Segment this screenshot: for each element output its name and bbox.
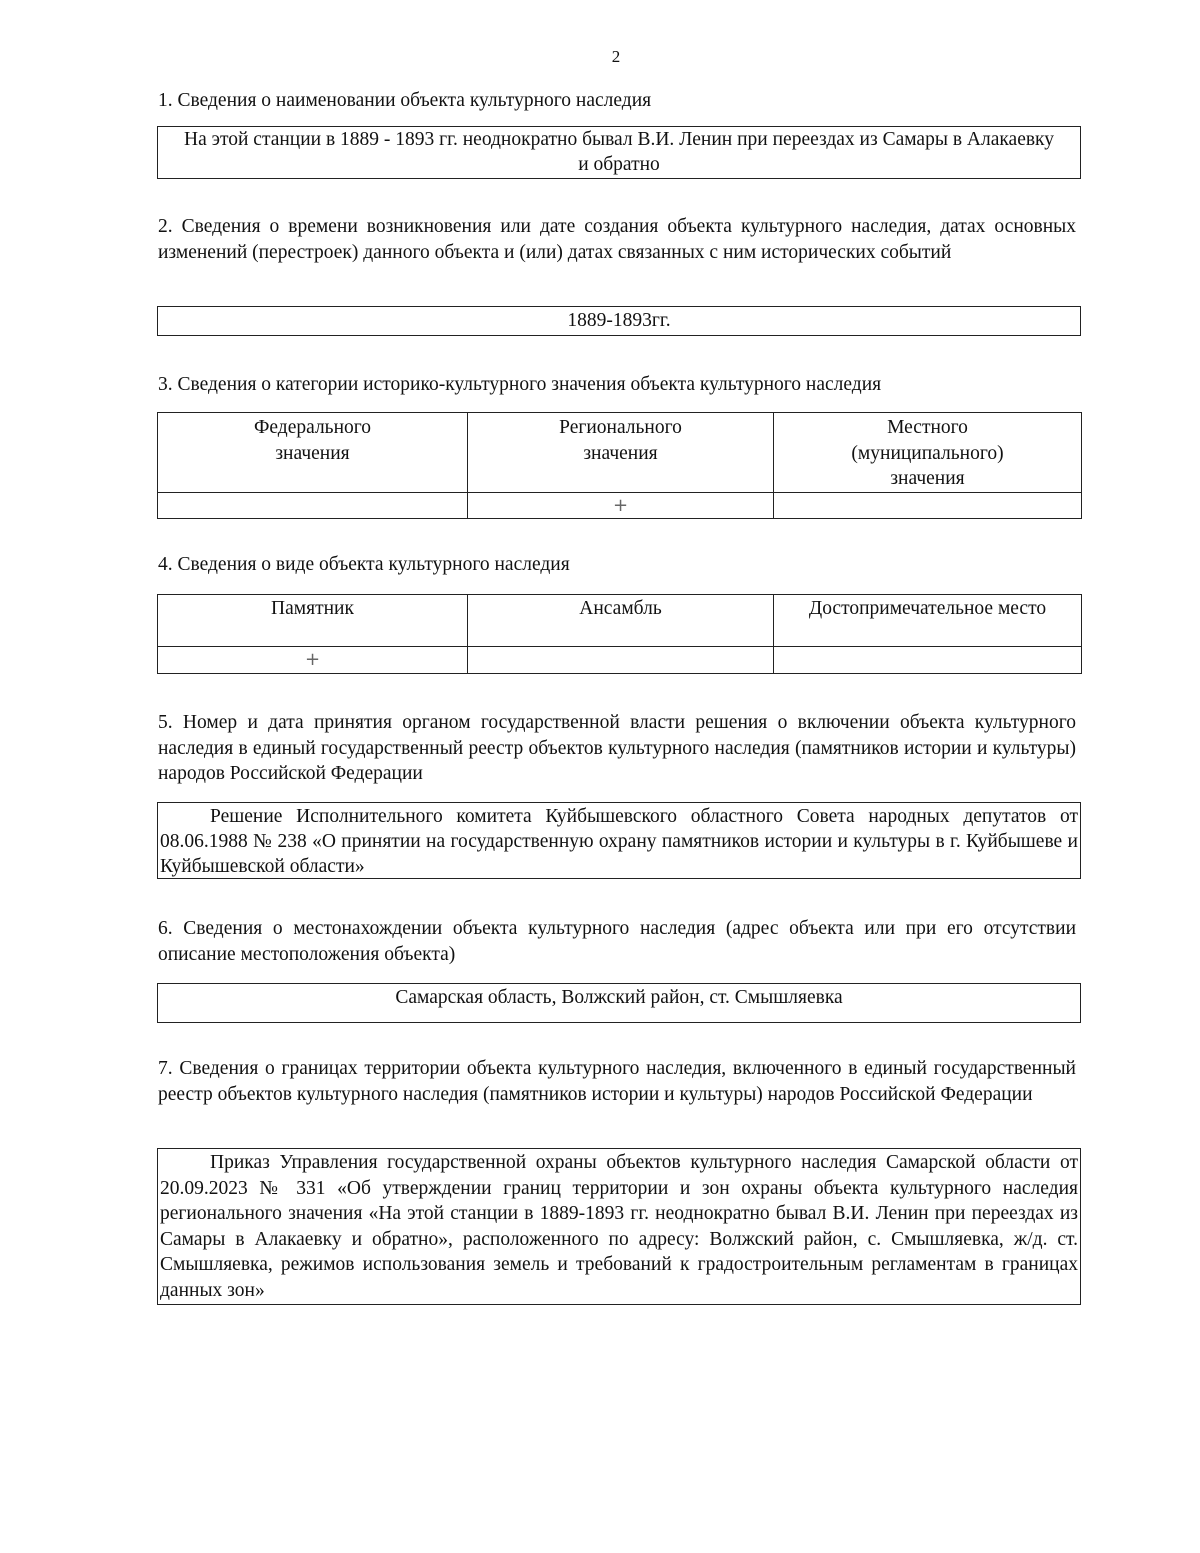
- section-7-heading: 7. Сведения о границах территории объекта культурного наследия, включенного в единый государственный реестр объектов культурного наследия (памятников истории и культуры) народов Российской Федерации: [158, 1058, 1076, 1105]
- section-6-heading: 6. Сведения о местонахождении объекта культурного наследия (адрес объекта или при его отсутствии описание местоположения объекта): [158, 918, 1076, 965]
- date-value: 1889-1893гг.: [567, 310, 671, 331]
- type-ensemble-header: Ансамбль: [468, 595, 774, 647]
- category-local-value: [774, 492, 1082, 519]
- section-7-box: [157, 1148, 1081, 1305]
- section-6-box: [157, 983, 1081, 1023]
- category-federal-value: [158, 492, 468, 519]
- category-local-header: Местного (муниципального) значения: [774, 413, 1082, 493]
- section-5-heading: 5. Номер и дата принятия органом государственной власти решения о включении объекта культурного наследия в единый государственный реестр объектов культурного наследия (памятников истории и культуры) народов Российской Федерации: [158, 712, 1076, 784]
- registry-decision-value: Решение Исполнительного комитета Куйбышевского областного Совета народных депутатов от 08.06.1988 № 238 «О принятии на государственную охрану памятников истории и культуры в г. Куйбышеве и Куйбышевской области»: [160, 806, 1078, 877]
- category-federal-header: Федерального значения: [158, 413, 468, 493]
- boundaries-order-value: Приказ Управления государственной охраны объектов культурного наследия Самарской области от 20.09.2023 № 331 «Об утверждении границ территории и зон охраны объекта культурного наследия регионального значения «На этой станции в 1889-1893 гг. неоднократно бывал В.И. Ленин при переездах из Самары в Алакаевку и обратно», расположенного по адресу: Волжский район, с. Смышляевка, ж/д. ст. Смышляевка, режимов использования земель и требований к градостроительным регламентам в границах данных зон»: [160, 1152, 1078, 1301]
- section-2-box: [157, 306, 1081, 336]
- type-ensemble-value: [468, 647, 774, 674]
- type-monument-value: +: [158, 647, 468, 674]
- section-1-box: [157, 126, 1081, 179]
- category-table: [157, 412, 1082, 519]
- type-monument-header: Памятник: [158, 595, 468, 647]
- object-name-value: На этой станции в 1889 - 1893 гг. неоднократно бывал В.И. Ленин при переездах из Самары в Алакаевку и обратно: [183, 129, 1055, 175]
- location-value: Самарская область, Волжский район, ст. Смышляевка: [395, 987, 843, 1008]
- section-3-heading: 3. Сведения о категории историко-культурного значения объекта культурного наследия: [158, 374, 882, 395]
- type-landmark-header: Достопримечательное место: [774, 595, 1082, 647]
- section-1-heading: 1. Сведения о наименовании объекта культурного наследия: [158, 90, 652, 111]
- type-table: [157, 594, 1082, 674]
- category-regional-header: Регионального значения: [468, 413, 774, 493]
- section-5-box: [157, 802, 1081, 879]
- page-number: 2: [611, 47, 621, 66]
- section-2-heading: 2. Сведения о времени возникновения или дате создания объекта культурного наследия, датах основных изменений (перестроек) данного объекта и (или) датах связанных с ним исторических событий: [158, 216, 1076, 263]
- type-landmark-value: [774, 647, 1082, 674]
- category-regional-value: +: [468, 492, 774, 519]
- section-4-heading: 4. Сведения о виде объекта культурного наследия: [158, 554, 570, 575]
